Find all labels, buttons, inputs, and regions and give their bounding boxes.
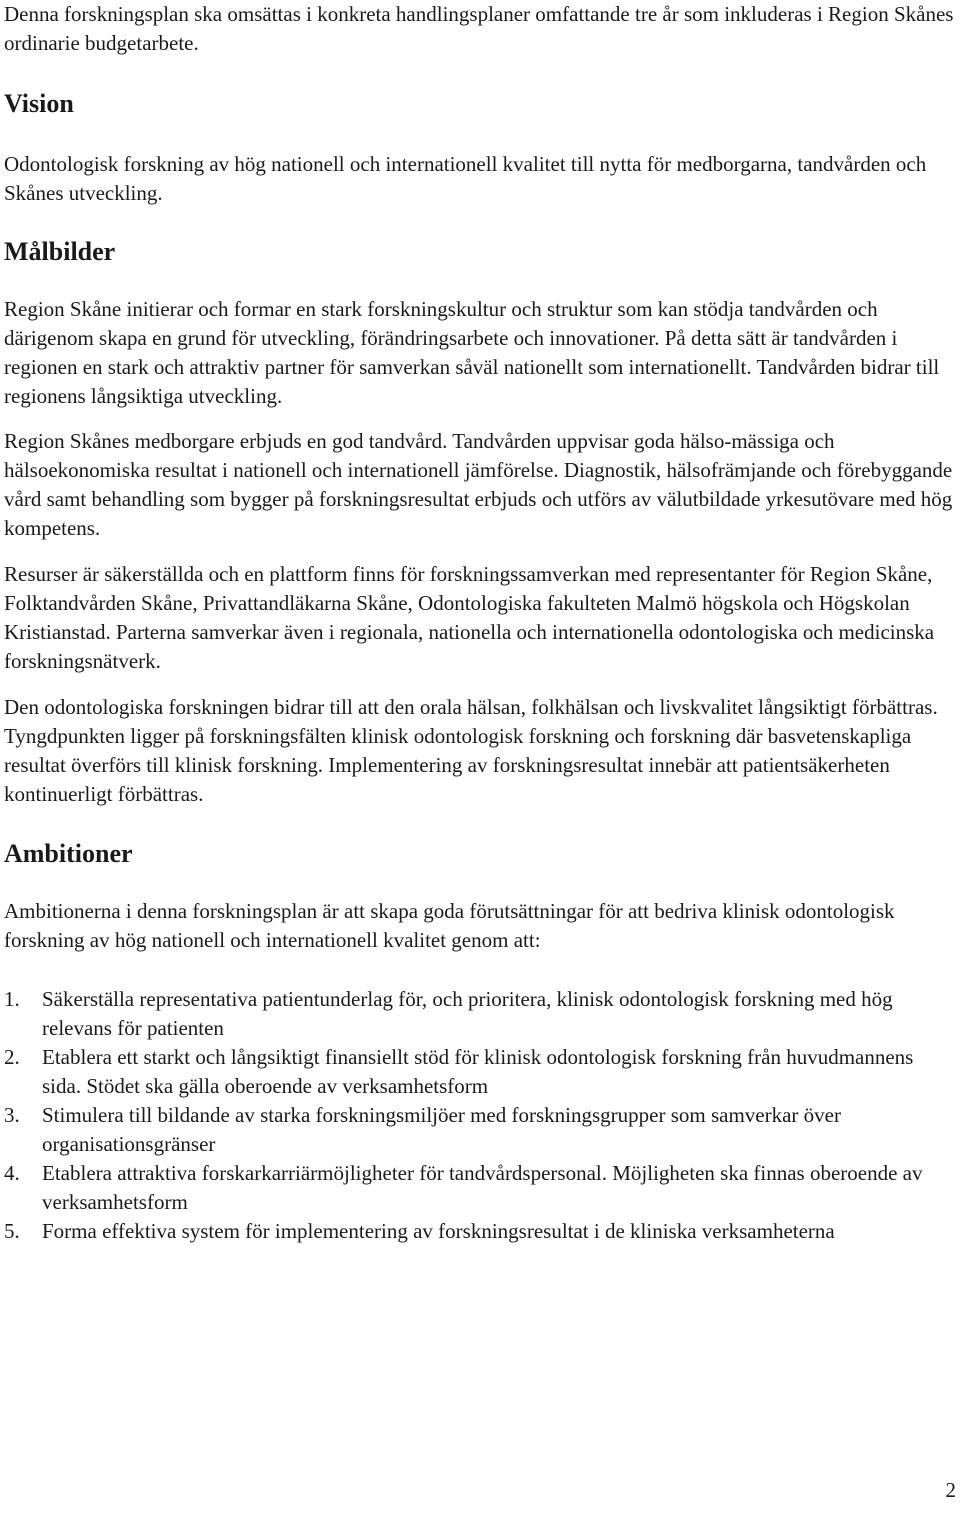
- vision-heading: Vision: [4, 89, 74, 118]
- malbilder-paragraph-1: Region Skåne initierar och formar en stark forskningskultur och struktur som kan stödja tandvården och därigenom skapa en grund för utveckling, förändringsarbete och innovationer. På detta sätt är tandvården i regionen en stark och attraktiv partner för samverkan såväl nationellt som internationellt. Tandvården bidrar till regionens långsiktiga utveckling.: [4, 297, 940, 408]
- list-item-number: 1.: [4, 987, 20, 1011]
- list-item: [4, 1043, 956, 1101]
- document-page: [4, 0, 956, 1246]
- list-item: [4, 1101, 956, 1159]
- list-item-text: Etablera ett starkt och långsiktigt finansiellt stöd för klinisk odontologisk forskning från huvudmannens sida. Stödet ska gälla oberoende av verksamhetsform: [42, 1045, 914, 1098]
- list-item: [4, 985, 956, 1043]
- vision-paragraph: Odontologisk forskning av hög nationell och internationell kvalitet till nytta för medborgarna, tandvården och Skånes utveckling.: [4, 152, 927, 205]
- list-item-text: Forma effektiva system för implementering av forskningsresultat i de kliniska verksamheterna: [42, 1219, 835, 1243]
- malbilder-heading: Målbilder: [4, 237, 116, 266]
- list-item-number: 4.: [4, 1161, 20, 1185]
- malbilder-paragraph-2: Region Skånes medborgare erbjuds en god tandvård. Tandvården uppvisar goda hälso-mässiga och hälsoekonomiska resultat i nationell och internationell jämförelse. Diagnostik, hälsofrämjande och förebyggande vård samt behandling som bygger på forskningsresultat erbjuds och utförs av välutbildade yrkesutövare med hög kompetens.: [4, 429, 953, 540]
- intro-paragraph: Denna forskningsplan ska omsättas i konkreta handlingsplaner omfattande tre år som inkluderas i Region Skånes ordinarie budgetarbete.: [4, 2, 954, 55]
- goals-list: [4, 985, 956, 1246]
- list-item-number: 5.: [4, 1219, 20, 1243]
- ambitioner-heading: Ambitioner: [4, 839, 133, 868]
- malbilder-paragraph-4: Den odontologiska forskningen bidrar till att den orala hälsan, folkhälsan och livskvalitet långsiktigt förbättras. Tyngdpunkten ligger på forskningsfälten klinisk odontologisk forskning och forskning där basvetenskapliga resultat överförs till klinisk forskning. Implementering av forskningsresultat innebär att patientsäkerheten kontinuerligt förbättras.: [4, 695, 938, 806]
- page-number: 2: [945, 1478, 956, 1502]
- ambitioner-paragraph: Ambitionerna i denna forskningsplan är att skapa goda förutsättningar för att bedriva klinisk odontologisk forskning av hög nationell och internationell kvalitet genom att:: [4, 899, 895, 952]
- list-item-text: Etablera attraktiva forskarkarriärmöjligheter för tandvårdspersonal. Möjligheten ska finnas oberoende av verksamhetsform: [42, 1161, 923, 1214]
- list-item-text: Säkerställa representativa patientunderlag för, och prioritera, klinisk odontologisk forskning med hög relevans för patienten: [42, 987, 893, 1040]
- list-item-number: 3.: [4, 1103, 20, 1127]
- list-item: [4, 1159, 956, 1217]
- malbilder-paragraph-3: Resurser är säkerställda och en plattform finns för forskningssamverkan med representanter för Region Skåne, Folktandvården Skåne, Privattandläkarna Skåne, Odontologiska fakulteten Malmö högskola och Högskolan Kristianstad. Parterna samverkar även i regionala, nationella och internationella odontologiska och medicinska forskningsnätverk.: [4, 562, 935, 673]
- list-item-text: Stimulera till bildande av starka forskningsmiljöer med forskningsgrupper som samverkar över organisationsgränser: [42, 1103, 841, 1156]
- list-item: [4, 1217, 956, 1246]
- list-item-number: 2.: [4, 1045, 20, 1069]
